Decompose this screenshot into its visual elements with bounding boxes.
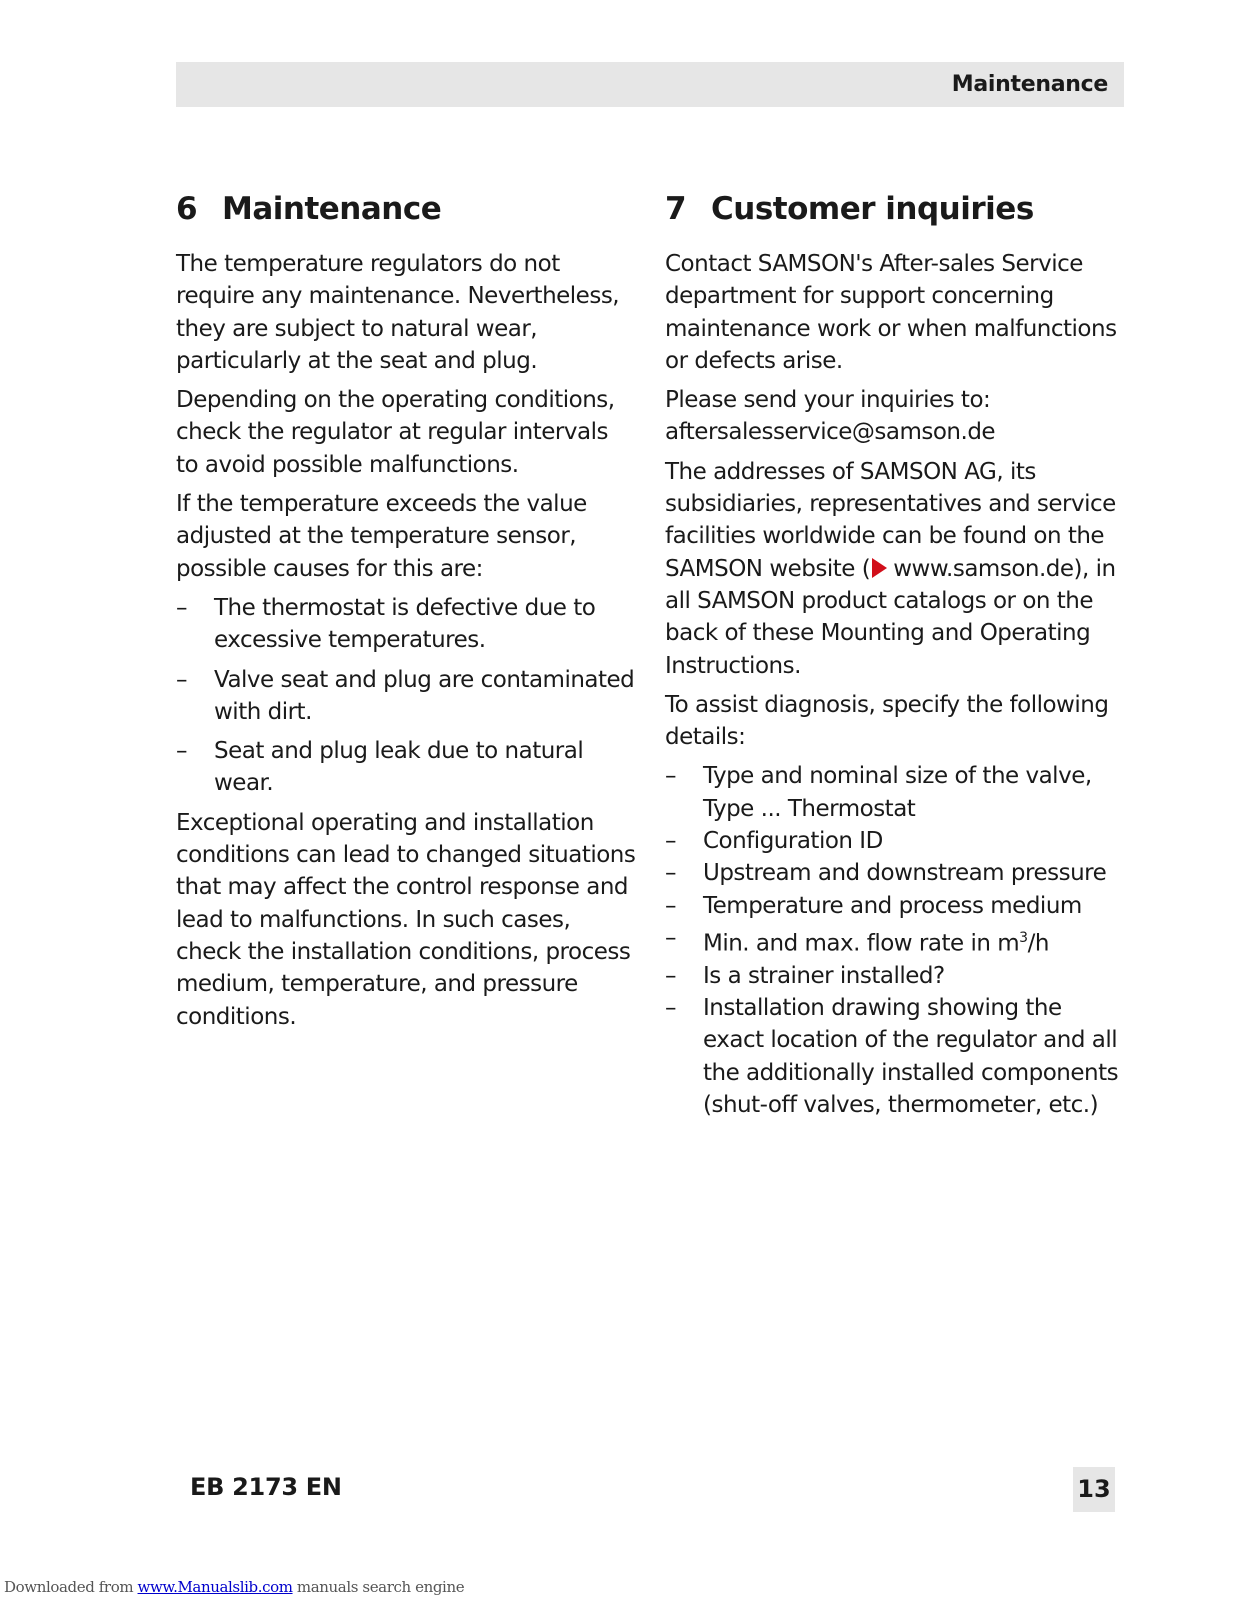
section-title: Maintenance <box>951 72 1108 97</box>
list-item: – Configuration ID <box>665 825 1125 857</box>
inquiries-heading <box>665 188 1125 230</box>
maintenance-column <box>176 188 636 1040</box>
download-watermark: Downloaded from www.Manualslib.com manuals search engine <box>4 1578 465 1596</box>
customer-inquiries-column <box>665 188 1125 1128</box>
list-item: – Upstream and downstream pressure <box>665 857 1125 889</box>
dash-bullet: – <box>665 995 676 1022</box>
manualslib-link[interactable]: www.Manualslib.com <box>137 1578 293 1596</box>
paragraph: The addresses of SAMSON AG, its subsidiaries, representatives and service facilities worldwide can be found on the SAMSON website ( www.samson.de), in all SAMSON product catalogs or on the back of these Mounting and Operating Instructions. <box>665 458 1116 679</box>
website-link[interactable]: www.samson.de <box>893 555 1074 582</box>
list-item: – Is a strainer installed? <box>665 960 1125 992</box>
causes-list <box>176 592 636 800</box>
page-number: 13 <box>1077 1475 1111 1503</box>
dash-bullet: – <box>665 860 676 887</box>
list-item: – Type and nominal size of the valve, Type ... Thermostat <box>665 760 1125 825</box>
heading-text: Maintenance <box>222 191 442 227</box>
running-header <box>176 62 1124 107</box>
paragraph: If the temperature exceeds the value adjusted at the temperature sensor, possible causes for this are: <box>176 491 587 582</box>
dash-bullet: – <box>176 738 187 765</box>
dash-bullet: – <box>665 962 676 989</box>
superscript: 3 <box>1019 929 1028 946</box>
page-number-box <box>1073 1467 1115 1512</box>
dash-bullet: – <box>665 892 676 919</box>
list-item: – Valve seat and plug are contaminated with dirt. <box>176 664 636 729</box>
arrow-right-icon <box>872 558 887 578</box>
paragraph <box>665 384 1125 449</box>
paragraph: The temperature regulators do not require any maintenance. Nevertheless, they are subject to natural wear, particularly at the seat and plug. <box>176 251 620 374</box>
details-list <box>665 760 1125 1121</box>
list-item: – Temperature and process medium <box>665 890 1125 922</box>
send-inquiries-text: Please send your inquiries to: <box>665 387 991 414</box>
heading-number: 7 <box>665 191 687 227</box>
dash-bullet: – <box>665 763 676 790</box>
paragraph: Contact SAMSON's After-sales Service department for support concerning maintenance work or when malfunctions or defects arise. <box>665 251 1117 374</box>
paragraph: Depending on the operating conditions, check the regulator at regular intervals to avoid possible malfunctions. <box>176 387 615 478</box>
maintenance-heading <box>176 188 636 230</box>
list-item: – Seat and plug leak due to natural wear. <box>176 735 636 800</box>
dash-bullet: – <box>176 594 187 621</box>
paragraph: Exceptional operating and installation conditions can lead to changed situations that may affect the control response and lead to malfunctions. In such cases, check the installation conditions, process medium, temperature, and pressure conditions. <box>176 809 636 1030</box>
dash-bullet: – <box>176 666 187 693</box>
dash-bullet: – <box>665 828 676 855</box>
heading-number: 6 <box>176 191 198 227</box>
list-item: – The thermostat is defective due to excessive temperatures. <box>176 592 636 657</box>
email-address[interactable]: aftersalesservice@samson.de <box>665 419 996 446</box>
document-number: EB 2173 EN <box>190 1473 342 1501</box>
heading-text: Customer inquiries <box>711 191 1034 227</box>
list-item: – Installation drawing showing the exact location of the regulator and all the additionally installed components (shut-off valves, thermometer, etc.) <box>665 992 1125 1121</box>
dash-bullet: – <box>665 924 676 951</box>
list-item: – Min. and max. flow rate in $m^3/h$ <box>665 922 1125 960</box>
paragraph: To assist diagnosis, specify the following details: <box>665 691 1109 751</box>
